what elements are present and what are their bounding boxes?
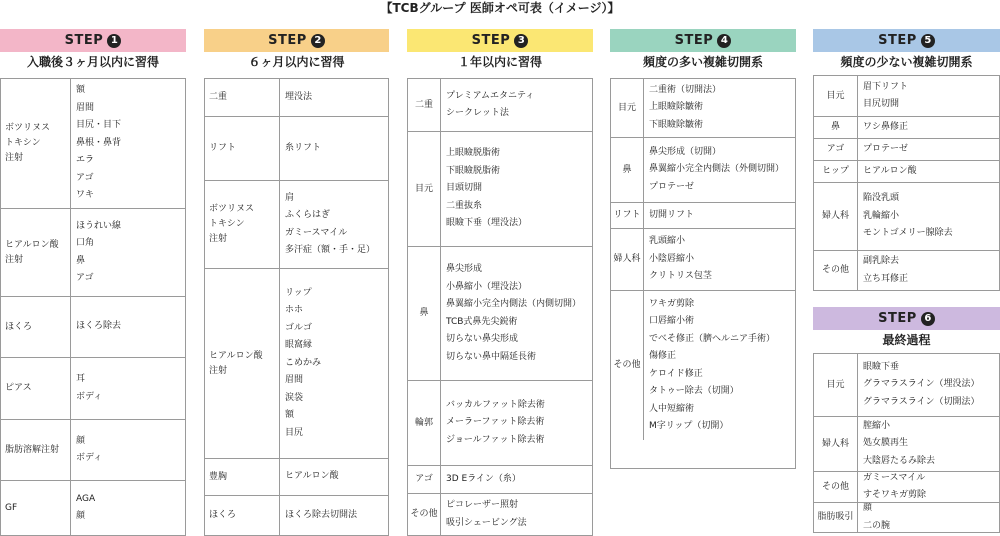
procedure-item: 目尻・目下 — [76, 120, 122, 131]
procedure-item: こめかみ — [285, 357, 322, 368]
step-6-header — [813, 307, 1000, 330]
procedure-item: 涙袋 — [285, 392, 304, 403]
procedure-item: ガミースマイル — [863, 472, 926, 483]
procedure-item: 額 — [76, 85, 86, 96]
procedure-list — [858, 354, 979, 416]
procedure-item: ジョールファット除去術 — [446, 434, 545, 445]
step-4-header — [610, 29, 796, 52]
procedure-item: 乳輪縮小 — [863, 210, 900, 221]
procedure-list — [280, 496, 357, 535]
procedure-list — [441, 79, 534, 131]
category-cell: 二重 — [408, 79, 441, 131]
step-number-badge: 6 — [921, 312, 935, 326]
step-4-subtitle: 頻度の多い複雑切開系 — [642, 55, 763, 69]
category-cell: アゴ — [408, 466, 441, 493]
procedure-item: アゴ — [76, 273, 94, 283]
step-2-table — [204, 78, 389, 536]
procedure-item: 下眼瞼除皺術 — [649, 119, 704, 130]
procedure-list — [644, 229, 712, 290]
procedure-item: 口唇縮小術 — [649, 316, 695, 326]
procedure-item: ほくろ除去 — [76, 321, 122, 332]
step-3-table — [407, 78, 593, 536]
category-cell: アゴ — [814, 139, 858, 160]
procedure-item: ワシ鼻修正 — [863, 121, 909, 132]
procedure-item: M字リップ（切開） — [649, 421, 729, 431]
procedure-item: 口角 — [76, 238, 95, 248]
procedure-item: 処女膜再生 — [863, 438, 909, 449]
procedure-item: 鼻尖形成（切開） — [649, 146, 722, 157]
procedure-item: でべそ修正（臍ヘルニア手術） — [649, 333, 776, 344]
procedure-item: アゴ — [76, 172, 94, 183]
procedure-list — [441, 247, 581, 380]
category-cell: 婦人科 — [611, 229, 644, 290]
procedure-item: 乳頭縮小 — [649, 236, 686, 247]
procedure-item: 肩 — [285, 192, 295, 203]
step-6-column — [813, 307, 1000, 531]
page-title: 【TCBグループ 医師オペ可表（イメージ）】 — [380, 1, 620, 15]
procedure-item: 膣縮小 — [863, 420, 891, 431]
step-number-badge: 2 — [311, 34, 325, 48]
procedure-item: ケロイド修正 — [649, 368, 703, 379]
procedure-list — [858, 251, 908, 290]
procedure-item: プレミアムエタニティ — [446, 90, 535, 101]
procedure-list — [71, 481, 95, 535]
category-cell: 目元 — [408, 132, 441, 246]
procedure-item: プロテーゼ — [649, 181, 694, 192]
procedure-item: リップ — [285, 287, 312, 298]
procedure-item: ふくらはぎ — [285, 210, 331, 220]
procedure-list — [71, 209, 121, 296]
procedure-item: 3D Eライン（糸） — [446, 473, 521, 484]
procedure-item: 小陰唇縮小 — [649, 253, 695, 264]
procedure-item: 吸引シェービング法 — [446, 517, 527, 528]
procedure-item: ほくろ除去切開法 — [285, 509, 358, 520]
category-cell: 脂肪吸引 — [814, 503, 858, 532]
procedure-item: グラマラスライン（切開法） — [863, 396, 980, 407]
procedure-item: ピコレーザー照射 — [446, 500, 519, 510]
procedure-list — [644, 138, 784, 202]
category-cell: 脂肪溶解注射 — [1, 420, 71, 480]
procedure-item: 陥没乳頭 — [863, 193, 900, 204]
procedure-item: 鼻翼縮小完全内側法（外側切開） — [649, 164, 785, 175]
procedure-item: 眼瞼下垂 — [863, 361, 900, 372]
procedure-item: 副乳除去 — [863, 256, 900, 266]
procedure-item: すそワキガ剪除 — [863, 490, 927, 500]
procedure-list — [280, 79, 312, 116]
category-cell: その他 — [814, 251, 858, 290]
procedure-item: 眼窩縁 — [285, 340, 313, 351]
category-cell: その他 — [611, 291, 644, 440]
procedure-item: ヒアルロン酸 — [285, 471, 339, 482]
procedure-item: ボディ — [76, 391, 103, 402]
procedure-item: 眉間 — [285, 375, 304, 386]
category-cell: ピアス — [1, 358, 71, 419]
procedure-item: 下眼瞼脱脂術 — [446, 165, 501, 176]
step-3-header — [407, 29, 593, 52]
step-3-column — [407, 29, 593, 528]
procedure-item: 鼻根・鼻背 — [76, 137, 122, 148]
step-number-badge: 4 — [717, 34, 731, 48]
procedure-item: 傷修正 — [649, 351, 677, 361]
procedure-item: 多汗症（額・手・足） — [285, 245, 376, 255]
procedure-list — [858, 472, 926, 502]
procedure-item: ガミースマイル — [285, 227, 348, 238]
procedure-list — [644, 79, 721, 137]
procedure-item: 目頭切開 — [446, 183, 483, 194]
procedure-item: 人中短縮術 — [649, 403, 695, 414]
procedure-list — [280, 459, 339, 495]
procedure-list — [71, 79, 121, 208]
procedure-item: ボディ — [76, 453, 103, 463]
step-5-header — [813, 29, 1000, 52]
step-number-badge: 5 — [921, 34, 935, 48]
procedure-item: 鼻尖形成 — [446, 264, 483, 274]
category-cell: 鼻 — [814, 117, 858, 138]
step-number-badge: 3 — [514, 34, 528, 48]
step-label: STEP — [64, 33, 104, 48]
step-1-column — [0, 29, 186, 521]
category-cell: ヒアルロン酸 注射 — [1, 209, 71, 296]
category-cell: その他 — [408, 494, 441, 535]
step-1-subtitle: 入職後３ヶ月以内に習得 — [26, 55, 159, 69]
step-4-column — [610, 29, 796, 431]
category-cell: GF — [1, 481, 71, 535]
category-cell: ほくろ — [205, 496, 280, 535]
category-cell: ヒアルロン酸 注射 — [205, 269, 280, 458]
procedure-item: プロテーゼ — [863, 143, 908, 154]
step-2-subtitle: ６ヶ月以内に習得 — [248, 55, 345, 69]
category-cell: 輪郭 — [408, 381, 441, 465]
procedure-item: 切らない鼻中隔延長術 — [446, 351, 537, 362]
category-cell: 婦人科 — [814, 183, 858, 250]
procedure-list — [71, 358, 102, 419]
procedure-item: 上眼瞼除皺術 — [649, 102, 704, 113]
step-5-table — [813, 75, 1000, 291]
category-cell: 目元 — [814, 354, 858, 416]
category-cell: 目元 — [814, 76, 858, 116]
procedure-list — [858, 503, 890, 532]
category-cell: リフト — [611, 203, 644, 228]
procedure-item: 切らない鼻尖形成 — [446, 334, 519, 344]
procedure-item: シークレット法 — [446, 108, 509, 118]
category-cell: 鼻 — [611, 138, 644, 202]
step-6-subtitle: 最終過程 — [882, 333, 931, 347]
step-label: STEP — [674, 33, 714, 48]
procedure-item: 眉間 — [76, 102, 95, 113]
category-cell: 婦人科 — [814, 417, 858, 471]
category-cell: 二重 — [205, 79, 280, 116]
step-label: STEP — [878, 311, 917, 326]
procedure-item: 耳 — [76, 374, 86, 384]
category-cell: リフト — [205, 117, 280, 180]
procedure-item: エラ — [76, 155, 95, 166]
step-5-subtitle: 頻度の少ない複雑切開系 — [840, 55, 973, 69]
procedure-list — [644, 291, 775, 440]
category-cell: 豊胸 — [205, 459, 280, 495]
procedure-item: クリトリス包茎 — [649, 271, 712, 282]
step-4-table — [610, 78, 796, 469]
procedure-item: 埋没法 — [285, 91, 313, 102]
procedure-item: モントゴメリー腺除去 — [863, 228, 953, 239]
procedure-list — [441, 381, 545, 465]
procedure-list — [71, 420, 102, 480]
procedure-list — [858, 417, 935, 471]
procedure-item: グラマラスライン（埋没法） — [863, 379, 980, 390]
procedure-item: 目尻 — [285, 427, 304, 438]
category-cell: 目元 — [611, 79, 644, 137]
procedure-item: 立ち耳修正 — [863, 273, 909, 284]
procedure-item: TCB式鼻先尖鋭術 — [446, 316, 518, 327]
procedure-list — [71, 297, 121, 357]
procedure-list — [858, 117, 908, 138]
procedure-item: 大陰唇たるみ除去 — [863, 455, 936, 466]
step-3-subtitle: １年以内に習得 — [457, 55, 542, 69]
procedure-item: 顔 — [76, 435, 86, 446]
procedure-list — [858, 139, 908, 160]
procedure-list — [280, 117, 321, 180]
procedure-list — [644, 203, 694, 228]
procedure-item: 二重術（切開法） — [649, 84, 722, 95]
procedure-item: ワキガ剪除 — [649, 298, 695, 309]
procedure-item: メーラーファット除去術 — [446, 417, 545, 428]
procedure-item: ホホ — [285, 305, 304, 316]
procedure-item: 小鼻縮小（埋没法） — [446, 281, 528, 292]
procedure-item: 切開リフト — [649, 209, 695, 220]
procedure-item: バッカルファット除去術 — [446, 399, 545, 410]
category-cell: ほくろ — [1, 297, 71, 357]
step-6-table — [813, 353, 1000, 533]
procedure-item: 糸リフト — [285, 142, 322, 153]
procedure-item: 眼瞼下垂（埋没法） — [446, 218, 528, 229]
procedure-item: 鼻 — [76, 255, 86, 266]
category-cell: 鼻 — [408, 247, 441, 380]
procedure-item: ゴルゴ — [285, 322, 313, 333]
procedure-list — [858, 183, 953, 250]
procedure-item: ワキ — [76, 190, 95, 201]
step-label: STEP — [878, 33, 917, 48]
procedure-item: 眉下リフト — [863, 81, 909, 92]
procedure-item: ヒアルロン酸 — [863, 165, 917, 176]
step-2-column — [204, 29, 389, 520]
procedure-item: 上眼瞼脱脂術 — [446, 148, 501, 159]
procedure-item: 鼻翼縮小完全内側法（内側切開） — [446, 299, 582, 309]
procedure-item: 目尻切開 — [863, 99, 900, 109]
procedure-item: 額 — [285, 410, 295, 421]
category-cell: ボツリヌス トキシン 注射 — [1, 79, 71, 208]
procedure-list — [280, 181, 375, 268]
procedure-item: 二重抜糸 — [446, 200, 483, 211]
procedure-list — [441, 494, 527, 535]
step-number-badge: 1 — [107, 34, 121, 48]
procedure-item: 顔 — [863, 503, 873, 513]
step-1-table — [0, 78, 186, 536]
procedure-list — [441, 466, 521, 493]
procedure-item: ほうれい線 — [76, 220, 122, 231]
procedure-item: AGA — [76, 493, 96, 504]
procedure-list — [441, 132, 527, 246]
step-2-header — [204, 29, 389, 52]
step-label: STEP — [268, 33, 307, 48]
category-cell: その他 — [814, 472, 858, 502]
procedure-item: 二の腕 — [863, 520, 891, 531]
category-cell: ヒップ — [814, 161, 858, 182]
procedure-list — [280, 269, 321, 458]
step-1-header — [0, 29, 186, 52]
procedure-item: 顔 — [76, 511, 86, 521]
procedure-list — [858, 76, 908, 116]
procedure-list — [858, 161, 917, 182]
category-cell: ボツリヌス トキシン 注射 — [205, 181, 280, 268]
step-label: STEP — [471, 33, 511, 48]
procedure-item: タトゥー除去（切開） — [649, 386, 739, 396]
step-5-column — [813, 29, 1000, 284]
